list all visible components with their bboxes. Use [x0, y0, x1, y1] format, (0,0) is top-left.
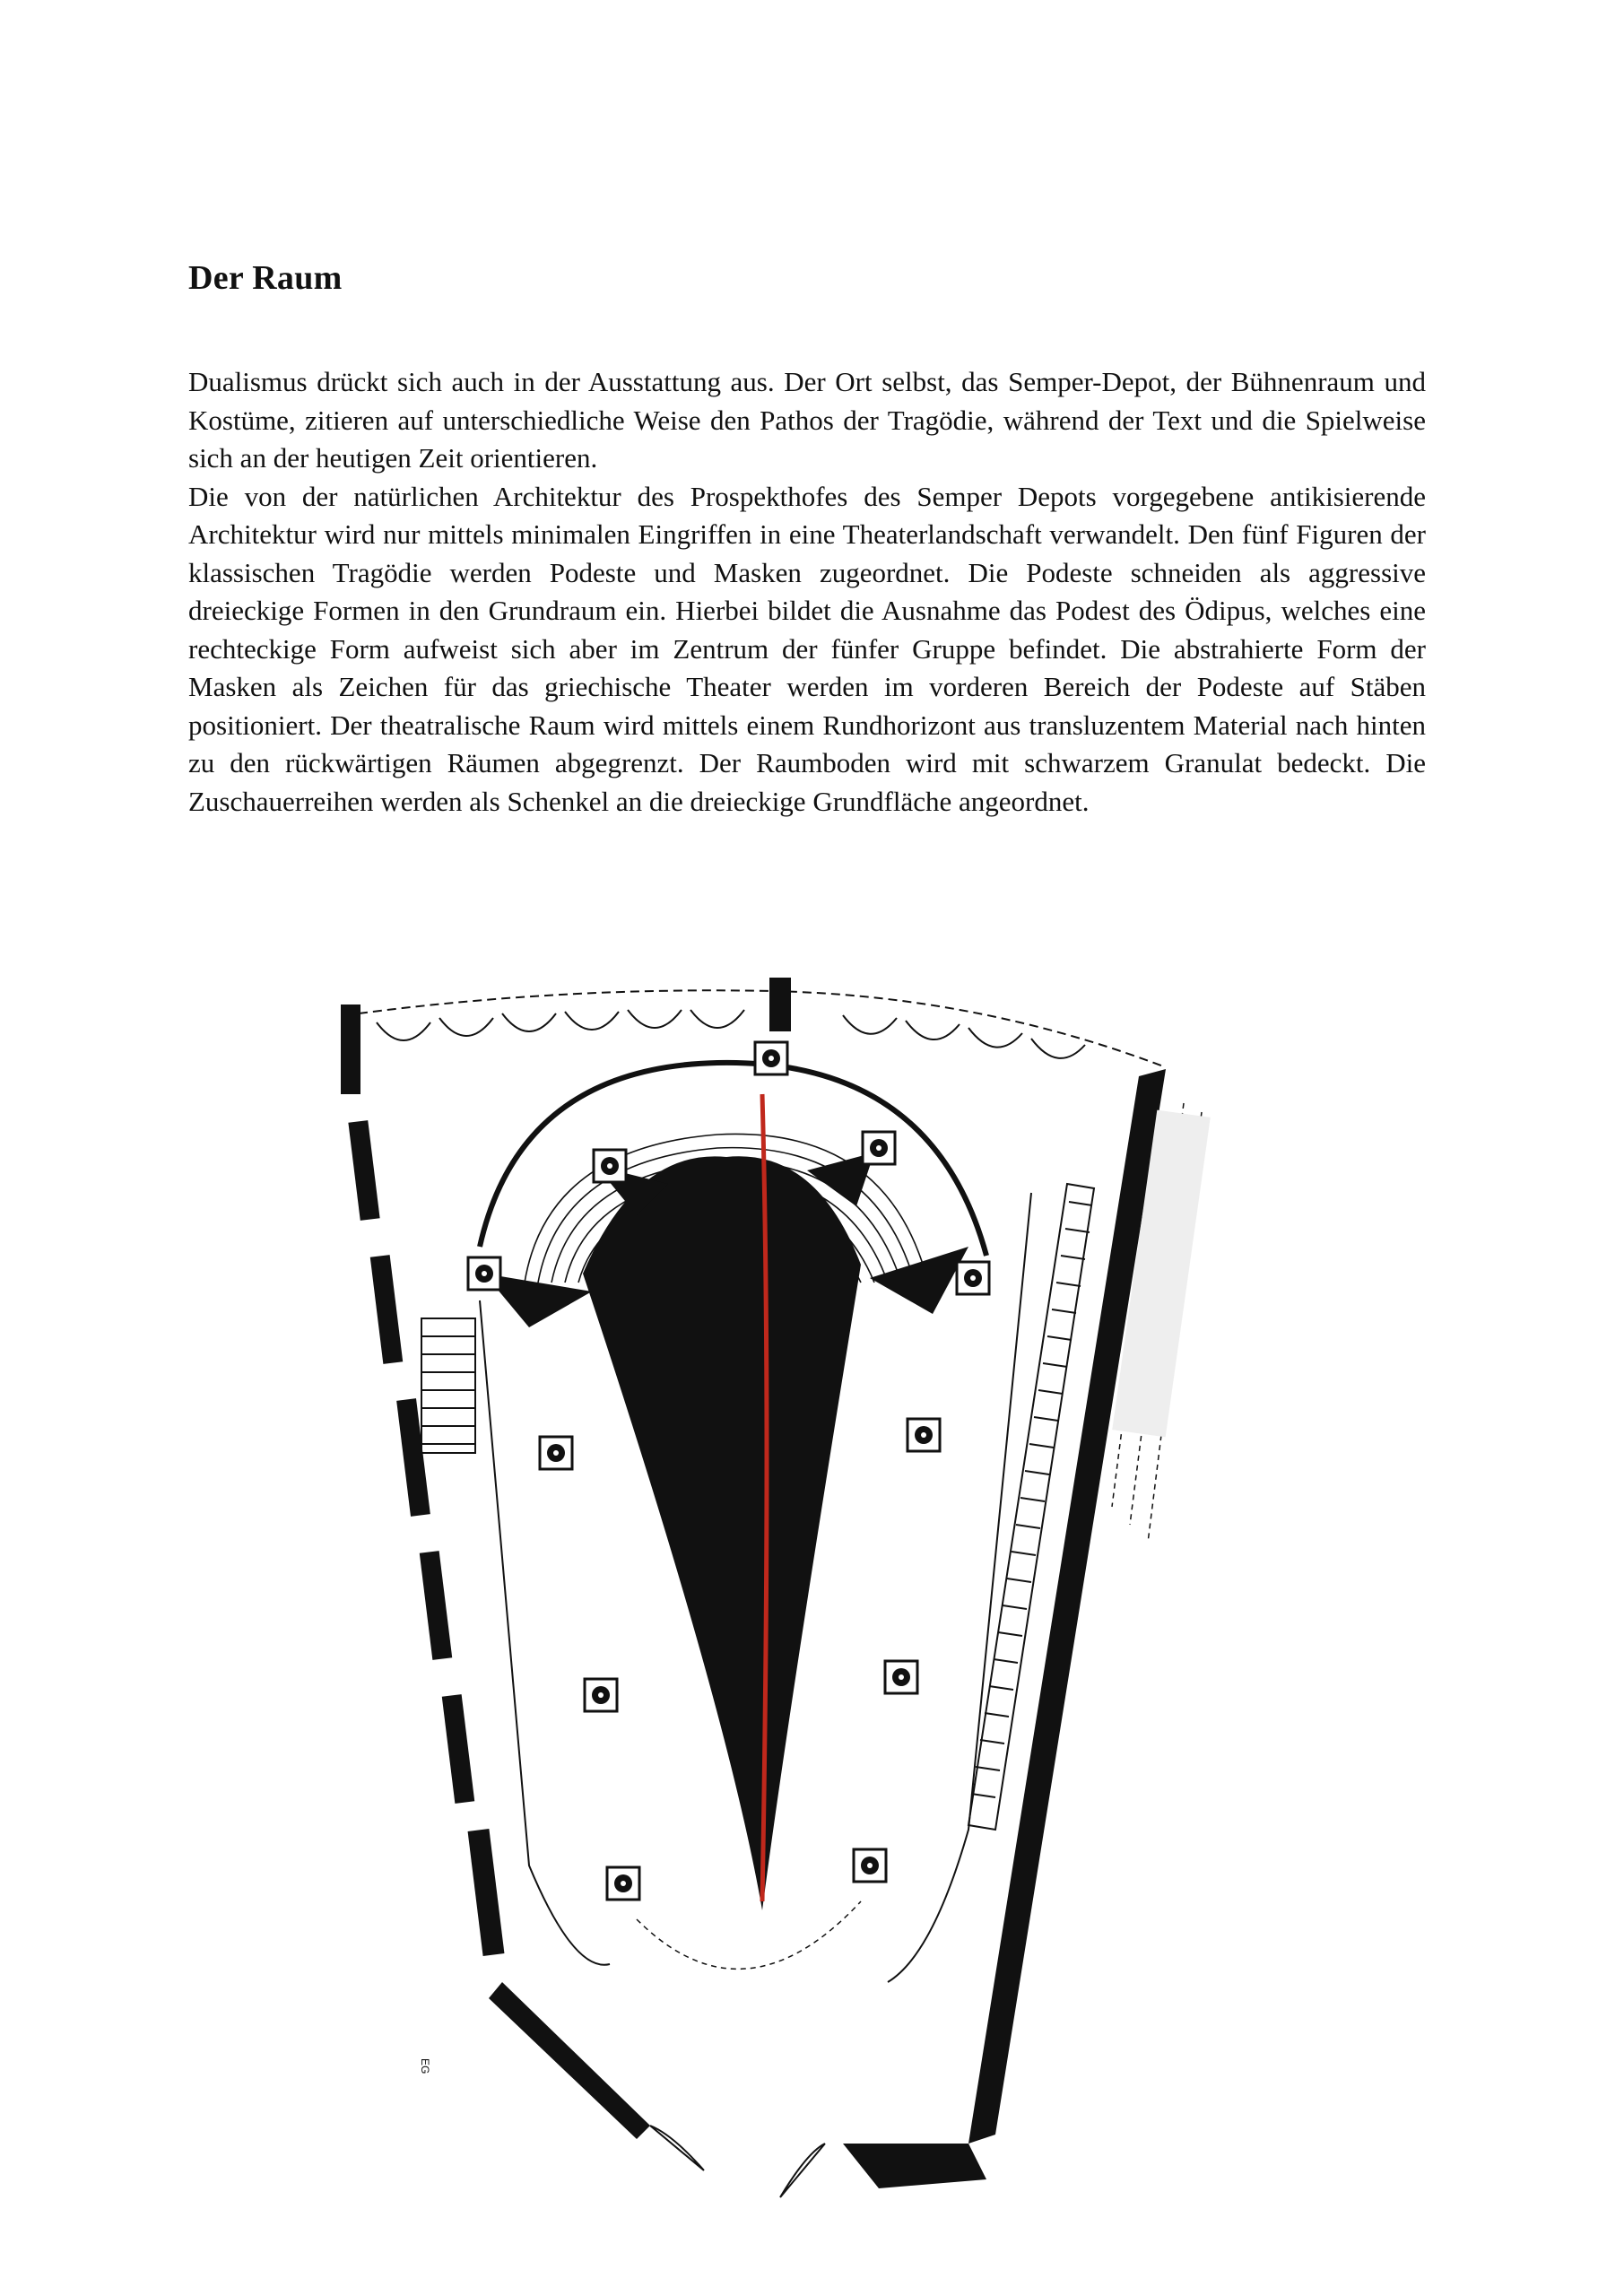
paragraph-architektur: Die von der natürlichen Architektur des Prospekthofes des Semper Depots vorgegebene antikisierende Architektur wird nur mittels minimalen Eingriffen in eine Theaterlandschaft verwandelt. Den fünf Figuren der klassischen Tragödie werden Podeste und Masken zugeordnet. Die Podeste schneiden als aggressive dreieckige Formen in den Grundraum ein. Hierbei bildet die Ausnahme das Podest des Ödipus, welches eine rechteckige Form aufweist sich aber im Zentrum der fünfer Gruppe befindet. Die abstrahierte Form der Masken als Zeichen für das griechische Theater werden im vorderen Bereich der Podeste auf Stäben positioniert. Der theatralische Raum wird mittels einem Rundhorizont aus transluzentem Material nach hinten zu den rückwärtigen Räumen abgegrenzt. Der Raumboden wird mit schwarzem Granulat bedeckt. Die Zuschauerreihen werden als Schenkel an die dreieckige Grundfläche angeordnet. — [188, 480, 1426, 817]
post — [854, 1849, 886, 1882]
podest-triangle — [583, 1156, 861, 1910]
post — [908, 1419, 940, 1451]
stair-left — [421, 1318, 475, 1453]
plan-signature: EG — [419, 2058, 431, 2074]
body-text — [188, 363, 1426, 821]
front-arc — [637, 1901, 861, 1969]
post — [468, 1257, 500, 1290]
floor-plan-drawing — [341, 969, 1291, 2242]
column-top — [769, 978, 791, 1031]
post — [594, 1150, 626, 1182]
wall-right — [843, 1069, 1166, 2188]
post — [863, 1132, 895, 1164]
post — [607, 1867, 639, 1900]
post — [885, 1661, 917, 1693]
doors-bottom — [650, 2126, 825, 2197]
paragraph-ausstattung: Dualismus drückt sich auch in der Ausstattung aus. Der Ort selbst, das Semper-Depot, der Bühnenraum und Kostüme, zitieren auf unterschiedliche Weise den Pathos der Tragödie, während der Text und die Spielweise sich an der heutigen Zeit orientieren. — [188, 366, 1426, 474]
post — [755, 1042, 787, 1074]
arch-row — [377, 1010, 1085, 1058]
post — [957, 1262, 989, 1294]
page-title: Der Raum — [188, 259, 343, 297]
post — [585, 1679, 617, 1711]
post — [540, 1437, 572, 1469]
